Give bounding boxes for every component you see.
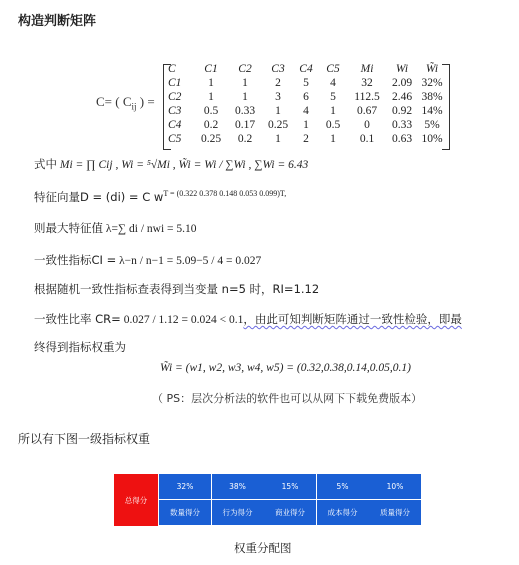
matrix-cell: 6	[303, 91, 309, 103]
matrix-cell: C3	[271, 63, 285, 75]
matrix-cell: 5	[330, 91, 336, 103]
matrix-cell: 1	[330, 133, 336, 145]
matrix-cell: C1	[168, 77, 182, 89]
matrix-row	[168, 76, 446, 90]
matrix-cell: 2.46	[391, 91, 413, 103]
matrix-cell: 4	[303, 105, 309, 117]
matrix-cell: 0.67	[356, 105, 378, 117]
matrix-cell: 1	[275, 133, 281, 145]
matrix-cell: 3	[275, 91, 281, 103]
matrix-cell: C5	[326, 63, 340, 75]
matrix-cell: 0.5	[203, 105, 219, 117]
matrix-cell: 1	[242, 91, 248, 103]
matrix-cell: 32%	[421, 77, 443, 89]
matrix-cell: 32	[361, 77, 373, 89]
matrix-cell: 1	[275, 105, 281, 117]
matrix-cell: 5	[303, 77, 309, 89]
matrix-cell: 0.25	[200, 133, 222, 145]
matrix-cell: 14%	[421, 105, 443, 117]
matrix-cell: C5	[168, 133, 182, 145]
section-heading: 所以有下图一级指标权重	[18, 432, 151, 446]
matrix-cell: 1	[208, 91, 214, 103]
matrix-cell: 5%	[424, 119, 440, 131]
matrix-cell: 4	[330, 77, 336, 89]
matrix-cell: C4	[299, 63, 313, 75]
matrix-cell: C4	[168, 119, 182, 131]
matrix-cell: 0.33	[234, 105, 256, 117]
judgment-matrix	[168, 62, 446, 146]
matrix-bracket-right	[442, 64, 450, 150]
matrix-body	[168, 62, 446, 146]
matrix-cell: 0.25	[267, 119, 289, 131]
matrix-cell: 0.33	[391, 119, 413, 131]
matrix-cell: 2.09	[391, 77, 413, 89]
weight-value-cell: 32%	[159, 474, 211, 499]
weight-value-cell: 38%	[212, 474, 264, 499]
formula-line-8: W̃i = (w1, w2, w3, w4, w5) = (0.32,0.38,0.14,0.05,0.1)	[160, 362, 411, 374]
formula-line-6: 一致性比率 CR= 0.027 / 1.12 = 0.024 < 0.1，由此可知判断矩阵通过一致性检验，即最	[34, 312, 462, 326]
matrix-cell: 10%	[421, 133, 443, 145]
matrix-cell: 1	[208, 77, 214, 89]
matrix-cell: 0.5	[325, 119, 341, 131]
matrix-cell: 2	[303, 133, 309, 145]
matrix-cell: 2	[275, 77, 281, 89]
figure-caption: 权重分配图	[234, 541, 292, 555]
matrix-cell: 112.5	[354, 91, 380, 103]
ps-note: （ PS：层次分析法的软件也可以从网下下载免费版本）	[152, 392, 423, 405]
weight-value-cell: 10%	[369, 474, 421, 499]
weight-table	[114, 474, 420, 526]
matrix-header-row	[168, 62, 446, 76]
weight-value-cell: 5%	[317, 474, 369, 499]
matrix-cell: C3	[168, 105, 182, 117]
page-title: 构造判断矩阵	[18, 14, 97, 29]
matrix-cell: 0.63	[391, 133, 413, 145]
weight-value-cell: 15%	[264, 474, 316, 499]
weight-table-label: 总得分	[114, 474, 158, 526]
matrix-cell: 0.92	[391, 105, 413, 117]
matrix-lhs: C= ( $C_{ij}$ ) =	[96, 94, 155, 112]
formula-line-2: 特征向量D = (di) = C $w^{T = (0.322 0.378 0.148 0.053 0.099)T,}$	[34, 189, 287, 204]
weight-name-cell: 行为得分	[212, 500, 264, 525]
weight-name-cell: 质量得分	[369, 500, 421, 525]
matrix-cell: C2	[168, 91, 182, 103]
matrix-cell: Wi	[395, 63, 409, 75]
formula-line-4: 一致性指标CI = λ−n / n−1 = 5.09−5 / 4 = 0.027	[34, 253, 262, 267]
matrix-cell: Mi	[360, 63, 374, 75]
formula-line-1: 式中 Mi = ∏ Cij , Wi = ⁵√Mi , W̃i = Wi / ∑Wi , ∑Wi = 6.43	[34, 157, 309, 171]
matrix-cell: 38%	[421, 91, 443, 103]
matrix-cell: 1	[303, 119, 309, 131]
weight-name-cell: 数量得分	[159, 500, 211, 525]
matrix-cell: 0	[364, 119, 370, 131]
matrix-row	[168, 118, 446, 132]
matrix-cell: 0.1	[359, 133, 375, 145]
matrix-cell: 1	[242, 77, 248, 89]
matrix-cell: 1	[330, 105, 336, 117]
matrix-cell: 0.2	[203, 119, 219, 131]
matrix-row	[168, 132, 446, 146]
weight-name-cell: 成本得分	[317, 500, 369, 525]
matrix-cell: C2	[238, 63, 252, 75]
weight-name-cell: 商业得分	[264, 500, 316, 525]
matrix-cell: W̃i	[425, 63, 439, 75]
matrix-row	[168, 104, 446, 118]
matrix-cell: 0.2	[237, 133, 253, 145]
matrix-cell: C1	[204, 63, 218, 75]
formula-line-5: 根据随机一致性指标查表得到当变量 n=5 时，RI=1.12	[34, 282, 320, 296]
matrix-cell: C	[168, 63, 176, 75]
matrix-cell: 0.17	[234, 119, 256, 131]
matrix-row	[168, 90, 446, 104]
formula-line-7: 终得到指标权重为	[34, 340, 126, 354]
formula-line-3: 则最大特征值 λ=∑ di / nwi = 5.10	[34, 221, 197, 235]
